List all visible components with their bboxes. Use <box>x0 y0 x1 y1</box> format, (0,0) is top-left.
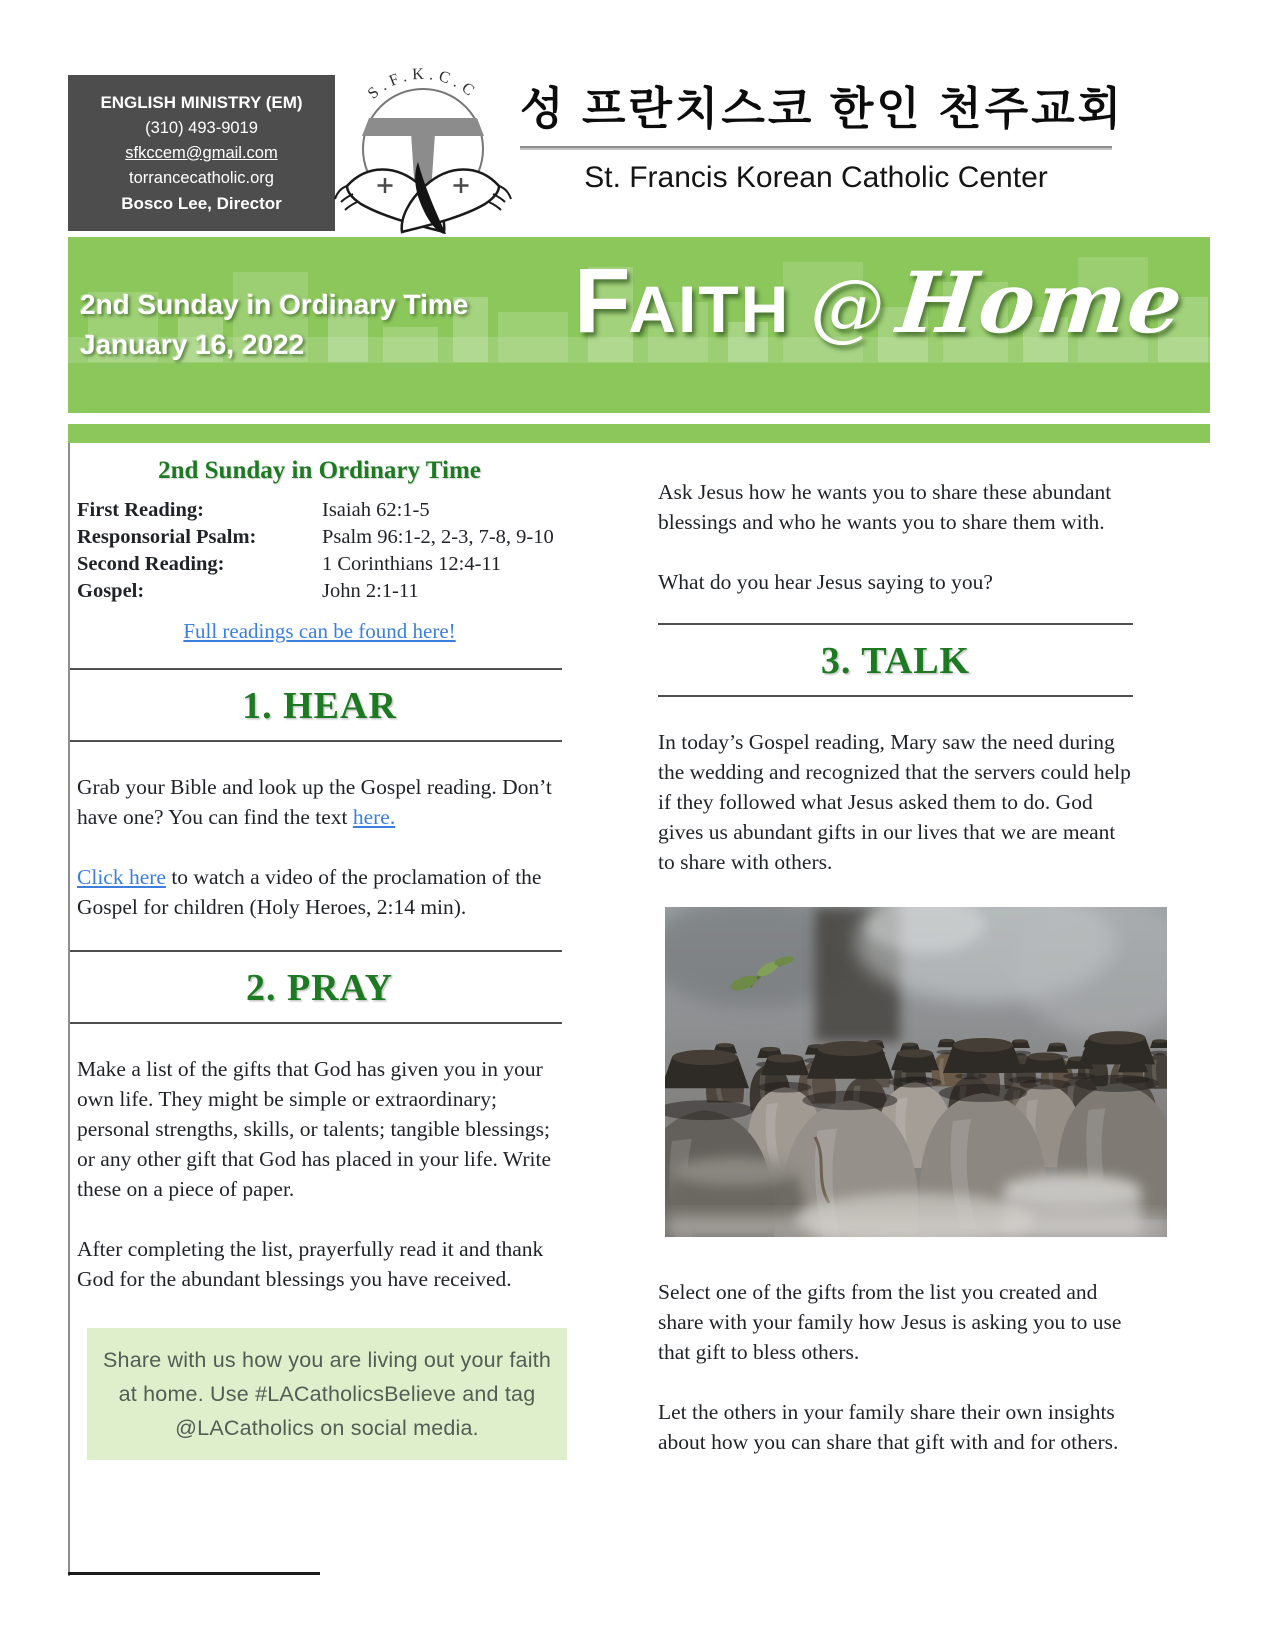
banner-sunday-line: 2nd Sunday in Ordinary Time <box>80 289 469 320</box>
hear-paragraph-2 <box>77 862 562 922</box>
reading-label: Gospel: <box>77 580 145 602</box>
korean-title: 성 프란치스코 한인 천주교회 <box>520 83 1125 134</box>
right-column <box>658 443 1133 1457</box>
church-logo-graphic <box>333 52 513 238</box>
readings-title: 2nd Sunday in Ordinary Time <box>158 457 481 484</box>
banner-kicker <box>80 285 468 365</box>
hear-heading: 1. HEAR <box>242 685 397 727</box>
email-link[interactable]: sfkccem@gmail.com <box>125 143 278 162</box>
hear-paragraph-1 <box>77 772 562 832</box>
pray-heading: 2. PRAY <box>245 967 394 1009</box>
banner-substripe <box>68 424 1210 443</box>
contact-card <box>68 75 335 231</box>
banner-main <box>68 237 1210 413</box>
banner-white-stripe <box>68 413 1150 424</box>
text-here-link[interactable]: here. <box>352 805 396 829</box>
reading-label: First Reading: <box>77 499 204 521</box>
reading-row <box>77 551 562 578</box>
hear-paragraph-2-text: to watch a video of the proclamation of the Gospel for children (Holy Heroes, 2:14 min). <box>77 865 542 919</box>
section-divider <box>658 623 1133 625</box>
readings-table <box>77 497 562 605</box>
phone-number: (310) 493-9019 <box>145 118 258 137</box>
banner <box>68 237 1210 443</box>
share-box-text: Share with us how you are living out your faith at home. Use #LACatholicsBelieve and tag @LACatholics on social media. <box>103 1348 551 1440</box>
reading-value: Isaiah 62:1-5 <box>322 499 430 521</box>
reading-label: Responsorial Psalm: <box>77 526 257 548</box>
reading-value: John 2:1-11 <box>322 580 419 602</box>
reading-value: Psalm 96:1-2, 2-3, 7-8, 9-10 <box>322 526 554 548</box>
reading-value: 1 Corinthians 12:4-11 <box>322 553 502 575</box>
ministry-title: ENGLISH MINISTRY (EM) <box>100 92 303 112</box>
ask-jesus-paragraph: Ask Jesus how he wants you to share these abundant blessings and who he wants you to share them with. <box>658 480 1112 534</box>
reading-row <box>77 497 562 524</box>
church-logo <box>333 52 513 238</box>
logo-arc-text: S.F.K.C.C <box>364 65 482 103</box>
talk-paragraph-1: In today’s Gospel reading, Mary saw the need during the wedding and recognized that the servers could help if they followed what Jesus asked them to do. God gives us abundant gifts in our lives that we are meant to share with others. <box>658 730 1131 874</box>
faith-at-home-logo <box>574 249 1190 354</box>
title-divider <box>520 146 1112 150</box>
english-title: St. Francis Korean Catholic Center <box>584 161 1048 194</box>
hear-paragraph-1-text: Grab your Bible and look up the Gospel reading. Don’t have one? You can find the text <box>77 775 552 829</box>
reading-label: Second Reading: <box>77 553 225 575</box>
section-divider <box>658 695 1133 697</box>
question-paragraph: What do you hear Jesus saying to you? <box>658 570 993 594</box>
brand-at-sign: @ <box>810 264 885 350</box>
brand-home: Home <box>893 253 1190 352</box>
director-name: Bosco Lee, Director <box>121 193 282 213</box>
talk-paragraph-2: Select one of the gifts from the list you created and share with your family how Jesus is asking you to use that gift to bless others. <box>658 1280 1122 1364</box>
banner-date-line: January 16, 2022 <box>80 329 305 360</box>
reading-row <box>77 578 562 605</box>
reading-row <box>77 524 562 551</box>
pray-paragraph-1: Make a list of the gifts that God has given you in your own life. They might be simple or extraordinary; personal strengths, skills, or talents; tangible blessings; or any other gift that God has placed in your life. Write these on a piece of paper. <box>77 1057 551 1201</box>
website: torrancecatholic.org <box>129 168 274 187</box>
section-divider <box>70 668 562 670</box>
brand-aith: AITH <box>628 272 791 346</box>
section-divider <box>70 950 562 952</box>
left-column <box>68 443 562 1576</box>
full-readings-link[interactable]: Full readings can be found here! <box>183 619 456 643</box>
talk-paragraph-3: Let the others in your family share their own insights about how you can share that gift with and for others. <box>658 1400 1119 1454</box>
section-divider <box>70 740 562 742</box>
bottom-rule <box>68 1572 320 1575</box>
section-divider <box>70 1022 562 1024</box>
jars-photo <box>665 907 1167 1237</box>
share-box <box>87 1328 567 1460</box>
click-here-link[interactable]: Click here <box>77 865 166 889</box>
brand-f: F <box>574 250 629 352</box>
header-titles <box>520 72 1125 195</box>
pray-paragraph-2: After completing the list, prayerfully read it and thank God for the abundant blessings you have received. <box>77 1237 544 1291</box>
talk-heading: 3. TALK <box>820 640 971 682</box>
